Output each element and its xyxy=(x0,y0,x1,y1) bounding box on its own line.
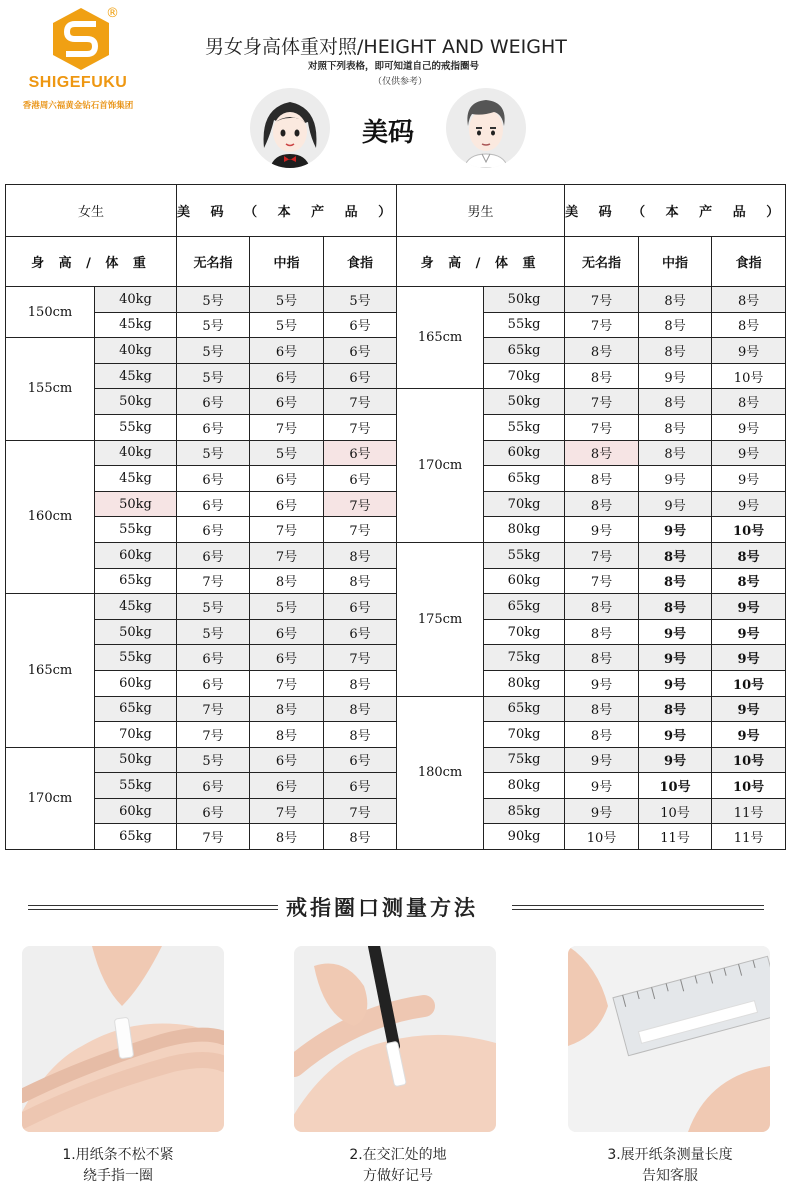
male-size-cell: 8号 xyxy=(639,440,712,466)
female-size-cell: 5号 xyxy=(250,440,324,466)
male-size-cell: 11号 xyxy=(712,824,786,850)
male-height-weight-header: 身 高 / 体 重 xyxy=(397,237,565,287)
male-size-cell: 8号 xyxy=(712,287,786,313)
male-weight-cell: 65kg xyxy=(484,594,565,620)
male-size-cell: 9号 xyxy=(565,670,639,696)
female-size-cell: 8号 xyxy=(324,542,397,568)
female-weight-cell: 60kg xyxy=(95,670,177,696)
table-row xyxy=(6,338,786,364)
table-row xyxy=(6,773,786,799)
female-size-cell: 5号 xyxy=(250,594,324,620)
female-size-cell: 7号 xyxy=(250,542,324,568)
male-size-cell: 8号 xyxy=(639,414,712,440)
male-size-cell: 9号 xyxy=(712,491,786,517)
male-size-cell: 9号 xyxy=(712,338,786,364)
female-height-cell: 170cm xyxy=(6,747,95,849)
table-row xyxy=(6,312,786,338)
female-size-cell: 6号 xyxy=(324,466,397,492)
female-size-cell: 8号 xyxy=(324,722,397,748)
male-size-cell: 8号 xyxy=(639,287,712,313)
male-size-cell: 8号 xyxy=(565,619,639,645)
female-size-cell: 8号 xyxy=(324,696,397,722)
male-weight-cell: 70kg xyxy=(484,722,565,748)
male-size-cell: 9号 xyxy=(639,466,712,492)
male-weight-cell: 50kg xyxy=(484,287,565,313)
female-size-cell: 7号 xyxy=(324,517,397,543)
step3-line1: 3.展开纸条测量长度 xyxy=(607,1147,733,1163)
male-size-cell: 8号 xyxy=(639,312,712,338)
female-size-cell: 6号 xyxy=(250,363,324,389)
male-size-cell: 9号 xyxy=(565,747,639,773)
female-height-cell: 160cm xyxy=(6,440,95,594)
female-size-cell: 7号 xyxy=(177,696,250,722)
male-height-cell: 175cm xyxy=(397,542,484,696)
female-size-cell: 8号 xyxy=(250,722,324,748)
female-weight-cell: 65kg xyxy=(95,824,177,850)
female-size-cell: 8号 xyxy=(250,696,324,722)
brand-group: 香港周六福黄金钻石首饰集团 xyxy=(22,101,134,111)
female-weight-cell: 60kg xyxy=(95,542,177,568)
table-row xyxy=(6,389,786,415)
male-size-cell: 9号 xyxy=(565,798,639,824)
male-size-cell: 8号 xyxy=(639,568,712,594)
female-size-cell: 6号 xyxy=(177,773,250,799)
male-weight-cell: 85kg xyxy=(484,798,565,824)
male-weight-cell: 65kg xyxy=(484,466,565,492)
female-size-cell: 7号 xyxy=(250,517,324,543)
male-size-cell: 8号 xyxy=(712,568,786,594)
step2-line2: 方做好记号 xyxy=(363,1168,433,1184)
female-ring-finger-header: 无名指 xyxy=(177,237,250,287)
male-size-cell: 8号 xyxy=(565,722,639,748)
female-size-cell: 6号 xyxy=(177,466,250,492)
female-size-cell: 5号 xyxy=(324,287,397,313)
page-subtitle: 对照下列表格，即可知道自己的戒指圈号 xyxy=(308,61,480,72)
male-weight-cell: 55kg xyxy=(484,414,565,440)
male-weight-cell: 75kg xyxy=(484,747,565,773)
male-size-cell: 8号 xyxy=(639,542,712,568)
female-size-cell: 7号 xyxy=(324,645,397,671)
female-weight-cell: 55kg xyxy=(95,645,177,671)
male-size-cell: 9号 xyxy=(639,491,712,517)
female-size-cell: 5号 xyxy=(177,747,250,773)
female-size-cell: 7号 xyxy=(177,722,250,748)
step3-photo xyxy=(568,946,770,1132)
male-weight-cell: 80kg xyxy=(484,670,565,696)
female-size-cell: 5号 xyxy=(177,312,250,338)
reference-note: （仅供参考） xyxy=(373,77,428,87)
male-weight-cell: 90kg xyxy=(484,824,565,850)
male-weight-cell: 80kg xyxy=(484,773,565,799)
female-size-cell: 6号 xyxy=(177,542,250,568)
male-size-cell: 8号 xyxy=(565,466,639,492)
ring-size-table xyxy=(5,184,786,850)
female-size-cell: 6号 xyxy=(250,773,324,799)
male-size-cell: 9号 xyxy=(565,773,639,799)
brand-name: SHIGEFUKU xyxy=(28,74,128,91)
female-size-cell: 6号 xyxy=(177,414,250,440)
male-size-cell: 7号 xyxy=(565,312,639,338)
table-row xyxy=(6,594,786,620)
female-size-cell: 7号 xyxy=(177,824,250,850)
female-size-cell: 6号 xyxy=(250,338,324,364)
male-size-cell: 9号 xyxy=(712,722,786,748)
female-weight-cell: 45kg xyxy=(95,594,177,620)
male-size-cell: 9号 xyxy=(712,696,786,722)
female-weight-cell: 45kg xyxy=(95,312,177,338)
female-index-finger-header: 食指 xyxy=(324,237,397,287)
step2-photo xyxy=(294,946,496,1132)
male-weight-cell: 75kg xyxy=(484,645,565,671)
male-size-cell: 8号 xyxy=(639,594,712,620)
male-size-cell: 8号 xyxy=(565,363,639,389)
female-height-cell: 165cm xyxy=(6,594,95,748)
female-size-cell: 7号 xyxy=(177,568,250,594)
page-title: 男女身高体重对照/HEIGHT AND WEIGHT xyxy=(205,36,567,58)
table-row xyxy=(6,722,786,748)
section-divider-left xyxy=(28,905,278,911)
logo-mark-icon xyxy=(53,8,109,70)
female-size-cell: 8号 xyxy=(250,568,324,594)
female-size-cell: 6号 xyxy=(177,645,250,671)
female-size-cell: 7号 xyxy=(250,670,324,696)
step1-line1: 1.用纸条不松不紧 xyxy=(62,1147,174,1163)
male-size-cell: 8号 xyxy=(565,440,639,466)
female-size-cell: 7号 xyxy=(324,798,397,824)
female-weight-cell: 70kg xyxy=(95,722,177,748)
male-height-cell: 165cm xyxy=(397,287,484,389)
female-size-cell: 6号 xyxy=(324,312,397,338)
table-row xyxy=(6,747,786,773)
male-size-cell: 10号 xyxy=(712,517,786,543)
female-size-cell: 6号 xyxy=(250,466,324,492)
male-size-cell: 7号 xyxy=(565,389,639,415)
table-row xyxy=(6,568,786,594)
female-size-cell: 5号 xyxy=(177,619,250,645)
female-size-cell: 6号 xyxy=(324,773,397,799)
male-size-cell: 10号 xyxy=(565,824,639,850)
male-weight-cell: 65kg xyxy=(484,696,565,722)
table-row xyxy=(6,542,786,568)
male-size-cell: 9号 xyxy=(639,670,712,696)
female-height-cell: 155cm xyxy=(6,338,95,440)
male-header: 男生 xyxy=(397,185,565,237)
male-size-cell: 9号 xyxy=(639,747,712,773)
female-size-cell: 7号 xyxy=(324,491,397,517)
table-row xyxy=(6,414,786,440)
table-row xyxy=(6,696,786,722)
step3-line2: 告知客服 xyxy=(642,1168,698,1184)
female-weight-cell: 40kg xyxy=(95,338,177,364)
male-size-cell: 8号 xyxy=(639,338,712,364)
female-header: 女生 xyxy=(6,185,177,237)
male-size-cell: 7号 xyxy=(565,542,639,568)
female-size-cell: 7号 xyxy=(324,389,397,415)
male-weight-cell: 55kg xyxy=(484,312,565,338)
female-weight-cell: 50kg xyxy=(95,491,177,517)
table-row xyxy=(6,619,786,645)
male-size-cell: 7号 xyxy=(565,414,639,440)
female-size-cell: 6号 xyxy=(177,798,250,824)
male-size-cell: 8号 xyxy=(639,389,712,415)
table-row xyxy=(6,287,786,313)
male-weight-cell: 70kg xyxy=(484,619,565,645)
male-size-cell: 9号 xyxy=(565,517,639,543)
step3-caption xyxy=(560,1145,780,1187)
female-weight-cell: 50kg xyxy=(95,389,177,415)
registered-mark: ® xyxy=(106,6,119,21)
male-index-finger-header: 食指 xyxy=(712,237,786,287)
male-size-cell: 9号 xyxy=(712,645,786,671)
method-title: 戒指圈口测量方法 xyxy=(286,896,478,920)
male-weight-cell: 65kg xyxy=(484,338,565,364)
female-weight-cell: 55kg xyxy=(95,517,177,543)
male-size-cell: 9号 xyxy=(712,594,786,620)
female-size-cell: 7号 xyxy=(250,414,324,440)
male-size-cell: 8号 xyxy=(565,338,639,364)
male-weight-cell: 70kg xyxy=(484,491,565,517)
female-height-cell: 150cm xyxy=(6,287,95,338)
table-row xyxy=(6,670,786,696)
male-height-cell: 170cm xyxy=(397,389,484,543)
step1-caption xyxy=(8,1145,228,1187)
male-avatar xyxy=(446,88,526,168)
female-weight-cell: 45kg xyxy=(95,363,177,389)
female-size-cell: 6号 xyxy=(324,338,397,364)
male-weight-cell: 80kg xyxy=(484,517,565,543)
female-size-cell: 5号 xyxy=(177,440,250,466)
female-weight-cell: 55kg xyxy=(95,414,177,440)
female-weight-cell: 40kg xyxy=(95,440,177,466)
female-size-cell: 5号 xyxy=(177,594,250,620)
female-middle-finger-header: 中指 xyxy=(250,237,324,287)
female-size-cell: 6号 xyxy=(324,747,397,773)
female-size-cell: 6号 xyxy=(177,517,250,543)
male-size-cell: 9号 xyxy=(712,619,786,645)
brand-logo xyxy=(8,4,158,114)
male-size-cell: 8号 xyxy=(712,542,786,568)
male-size-cell: 7号 xyxy=(565,568,639,594)
female-size-cell: 6号 xyxy=(324,619,397,645)
female-weight-cell: 65kg xyxy=(95,696,177,722)
male-size-cell: 9号 xyxy=(712,440,786,466)
male-size-cell: 10号 xyxy=(712,363,786,389)
female-us-product-header: 美 码 （ 本 产 品 ） xyxy=(177,185,397,237)
female-size-cell: 6号 xyxy=(250,747,324,773)
male-size-cell: 8号 xyxy=(712,312,786,338)
male-size-cell: 9号 xyxy=(639,363,712,389)
step1-photo xyxy=(22,946,224,1132)
table-subheader-row xyxy=(6,237,786,287)
table-row xyxy=(6,491,786,517)
male-size-cell: 8号 xyxy=(565,491,639,517)
section-divider-right xyxy=(512,905,764,911)
male-size-cell: 7号 xyxy=(565,287,639,313)
male-size-cell: 11号 xyxy=(712,798,786,824)
female-size-cell: 6号 xyxy=(177,491,250,517)
male-weight-cell: 60kg xyxy=(484,440,565,466)
male-size-cell: 11号 xyxy=(639,824,712,850)
male-size-cell: 8号 xyxy=(712,389,786,415)
male-height-cell: 180cm xyxy=(397,696,484,850)
male-size-cell: 9号 xyxy=(712,466,786,492)
male-size-cell: 9号 xyxy=(639,645,712,671)
female-size-cell: 7号 xyxy=(324,414,397,440)
table-row xyxy=(6,517,786,543)
female-size-cell: 6号 xyxy=(324,594,397,620)
male-weight-cell: 50kg xyxy=(484,389,565,415)
female-size-cell: 6号 xyxy=(324,363,397,389)
female-weight-cell: 50kg xyxy=(95,619,177,645)
male-size-cell: 10号 xyxy=(712,747,786,773)
table-header-row xyxy=(6,185,786,237)
female-size-cell: 6号 xyxy=(177,670,250,696)
male-ring-finger-header: 无名指 xyxy=(565,237,639,287)
female-size-cell: 5号 xyxy=(177,287,250,313)
male-size-cell: 9号 xyxy=(712,414,786,440)
female-size-cell: 5号 xyxy=(177,338,250,364)
step2-line1: 2.在交汇处的地 xyxy=(349,1147,447,1163)
female-weight-cell: 65kg xyxy=(95,568,177,594)
female-size-cell: 8号 xyxy=(250,824,324,850)
table-row xyxy=(6,645,786,671)
table-row xyxy=(6,824,786,850)
table-row xyxy=(6,363,786,389)
male-us-product-header: 美 码 （ 本 产 品 ） xyxy=(565,185,786,237)
step2-caption xyxy=(288,1145,508,1187)
female-weight-cell: 50kg xyxy=(95,747,177,773)
table-row xyxy=(6,798,786,824)
female-weight-cell: 40kg xyxy=(95,287,177,313)
female-height-weight-header: 身 高 / 体 重 xyxy=(6,237,177,287)
table-row xyxy=(6,466,786,492)
female-size-cell: 6号 xyxy=(250,645,324,671)
female-size-cell: 5号 xyxy=(177,363,250,389)
male-size-cell: 10号 xyxy=(639,773,712,799)
male-size-cell: 10号 xyxy=(712,773,786,799)
female-weight-cell: 60kg xyxy=(95,798,177,824)
male-size-cell: 9号 xyxy=(639,517,712,543)
female-size-cell: 8号 xyxy=(324,568,397,594)
male-size-cell: 9号 xyxy=(639,722,712,748)
female-size-cell: 6号 xyxy=(324,440,397,466)
male-middle-finger-header: 中指 xyxy=(639,237,712,287)
male-size-cell: 10号 xyxy=(712,670,786,696)
female-size-cell: 6号 xyxy=(177,389,250,415)
step1-line2: 绕手指一圈 xyxy=(83,1168,153,1184)
female-size-cell: 6号 xyxy=(250,389,324,415)
male-weight-cell: 70kg xyxy=(484,363,565,389)
male-size-cell: 8号 xyxy=(565,645,639,671)
female-size-cell: 5号 xyxy=(250,312,324,338)
male-size-cell: 8号 xyxy=(639,696,712,722)
male-size-cell: 9号 xyxy=(639,619,712,645)
female-size-cell: 6号 xyxy=(250,491,324,517)
female-size-cell: 6号 xyxy=(250,619,324,645)
male-size-cell: 8号 xyxy=(565,696,639,722)
male-size-cell: 10号 xyxy=(639,798,712,824)
female-size-cell: 8号 xyxy=(324,824,397,850)
male-weight-cell: 55kg xyxy=(484,542,565,568)
table-row xyxy=(6,440,786,466)
us-size-label: 美码 xyxy=(362,118,415,148)
female-size-cell: 8号 xyxy=(324,670,397,696)
female-avatar xyxy=(250,88,330,168)
male-size-cell: 8号 xyxy=(565,594,639,620)
female-size-cell: 5号 xyxy=(250,287,324,313)
female-weight-cell: 45kg xyxy=(95,466,177,492)
female-weight-cell: 55kg xyxy=(95,773,177,799)
female-size-cell: 7号 xyxy=(250,798,324,824)
male-weight-cell: 60kg xyxy=(484,568,565,594)
